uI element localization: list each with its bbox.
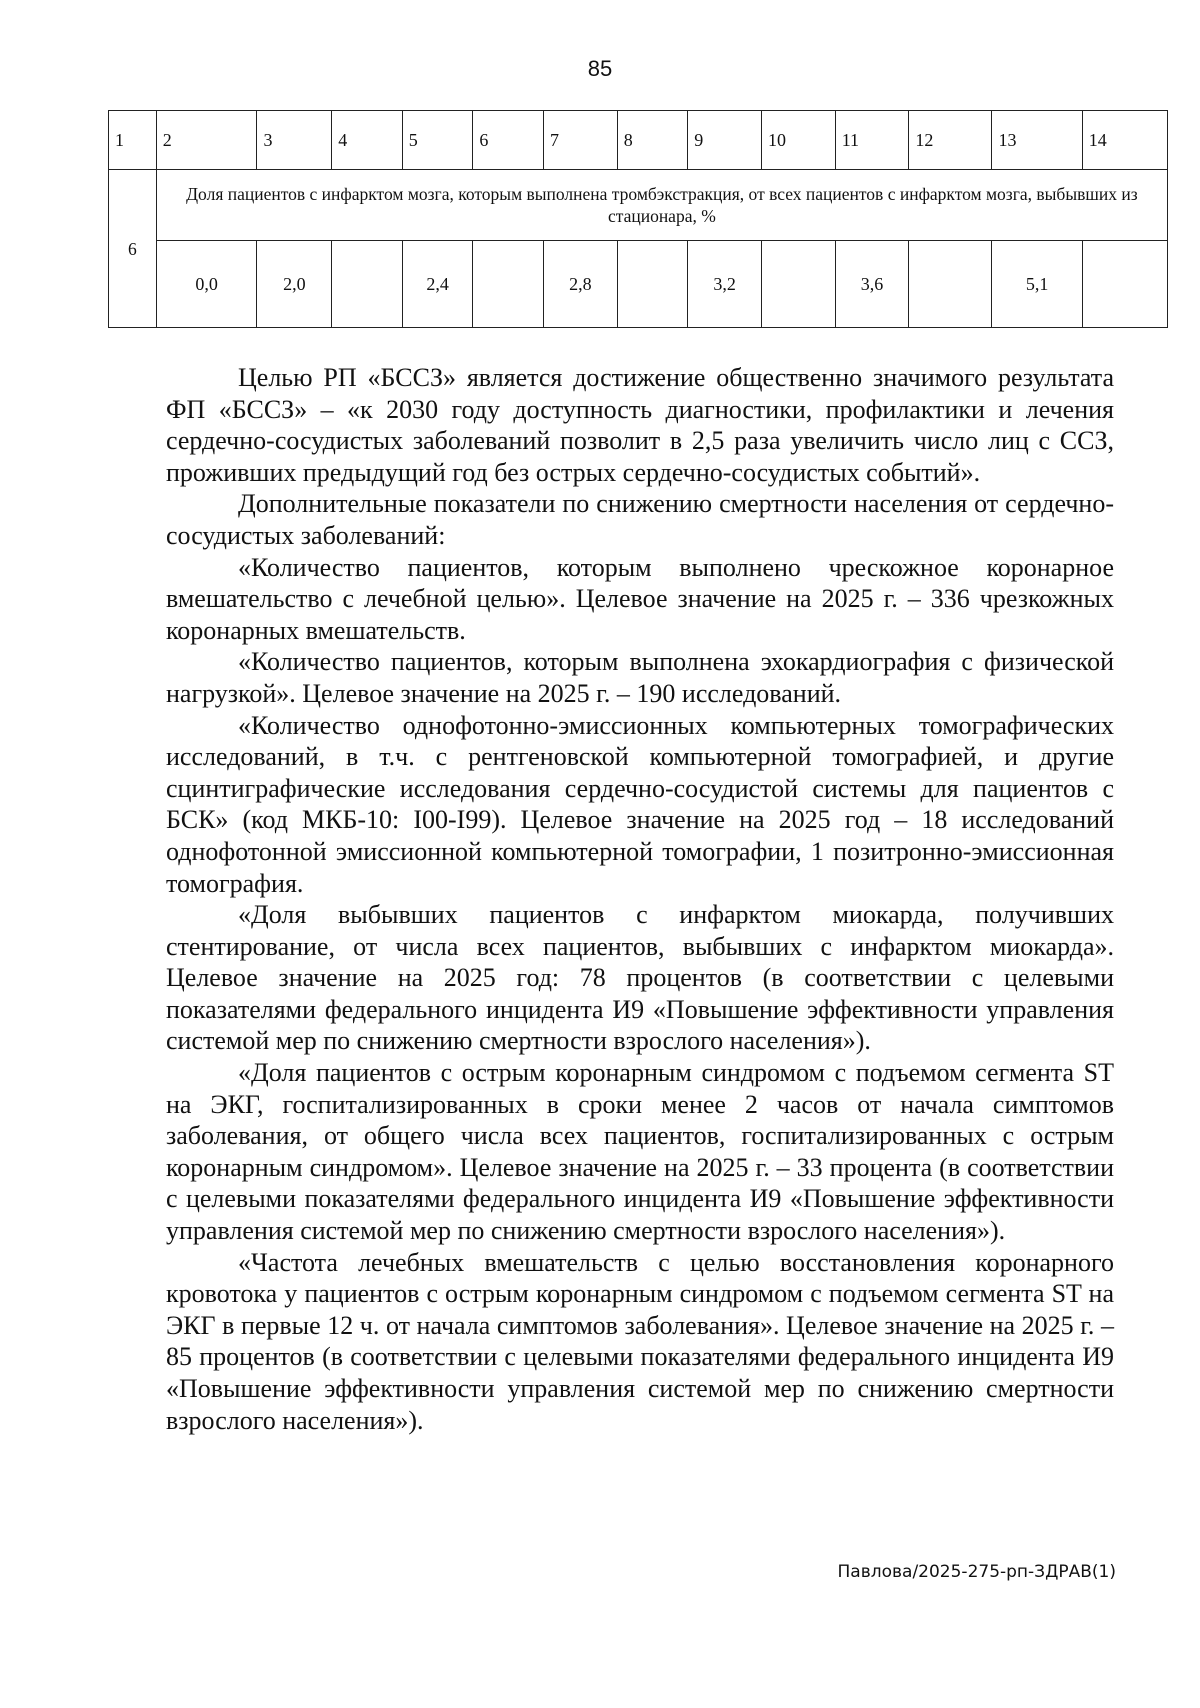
paragraph-spect: «Количество однофотонно-эмиссионных компьютерных томографических исследований, в т.ч. с рентгеновской компьютерной томографией, и другие сцинтиграфические исследования сердечно-сосудистой системы для пациентов с БСК» (код МКБ-10: I00-I99). Целевое значение на 2025 год – 18 исследований однофотонной эмиссионной компьютерной томографии, 1 позитронно-эмиссионная томография.: [166, 710, 1114, 898]
table-header-cell: 5: [402, 111, 473, 170]
table-header-cell: 2: [156, 111, 257, 170]
table-header-row: [109, 111, 1168, 170]
indicator-values-row: [109, 241, 1168, 328]
paragraph-stress-echo: «Количество пациентов, которым выполнена эхокардиография с физической нагрузкой». Целевое значение на 2025 г. – 190 исследований.: [166, 647, 1114, 708]
value-cell: 0,0: [156, 241, 257, 328]
table-header-cell: 7: [543, 111, 617, 170]
value-cell: [1082, 241, 1167, 328]
body-text: [166, 362, 1114, 1436]
indicator-title: Доля пациентов с инфарктом мозга, которым выполнена тромбэкстракция, от всех пациентов с инфарктом мозга, выбывших из стационара, %: [156, 170, 1167, 241]
value-cell: [761, 241, 835, 328]
value-cell: 2,8: [543, 241, 617, 328]
value-cell: [332, 241, 403, 328]
value-cell: 2,4: [402, 241, 473, 328]
page-number: 85: [587, 56, 613, 81]
value-cell: 3,2: [688, 241, 762, 328]
value-cell: 3,6: [835, 241, 909, 328]
value-cell: [473, 241, 544, 328]
paragraph-reperfusion: «Частота лечебных вмешательств с целью восстановления коронарного кровотока у пациентов с острым коронарным синдромом с подъемом сегмента ST на ЭКГ в первые 12 ч. от начала симптомов заболевания». Целевое значение на 2025 г. – 85 процентов (в соответствии с целевыми показателями федерального инцидента И9 «Повышение эффективности управления системой мер по снижению смертности взрослого населения»).: [166, 1247, 1114, 1435]
table-header-cell: 13: [992, 111, 1082, 170]
table-header-cell: 4: [332, 111, 403, 170]
table-header-cell: 9: [688, 111, 762, 170]
document-code: Павлова/2025-275-рп-ЗДРАВ(1): [837, 1562, 1116, 1582]
table-header-cell: 3: [257, 111, 332, 170]
indicator-table: [108, 110, 1168, 328]
table-header-cell: 12: [909, 111, 992, 170]
paragraph-acs-hospitalization: «Доля пациентов с острым коронарным синдромом с подъемом сегмента ST на ЭКГ, госпитализированных в сроки менее 2 часов от начала симптомов заболевания, от общего числа всех пациентов, госпитализированных с острым коронарным синдромом». Целевое значение на 2025 г. – 33 процента (в соответствии с целевыми показателями федерального инцидента И9 «Повышение эффективности управления системой мер по снижению смертности взрослого населения»).: [166, 1058, 1114, 1246]
table-header-cell: 11: [835, 111, 909, 170]
table-header-cell: 14: [1082, 111, 1167, 170]
table-header-cell: 8: [617, 111, 688, 170]
table-header-cell: 6: [473, 111, 544, 170]
row-number: 6: [109, 170, 157, 328]
table-header-cell: 1: [109, 111, 157, 170]
paragraph-pci: «Количество пациентов, которым выполнено чрескожное коронарное вмешательство с лечебной целью». Целевое значение на 2025 г. – 336 чрезкожных коронарных вмешательств.: [166, 552, 1114, 645]
table-header-cell: 10: [761, 111, 835, 170]
paragraph-goal: Целью РП «БССЗ» является достижение общественно значимого результата ФП «БССЗ» – «к 2030 году доступность диагностики, профилактики и лечения сердечно-сосудистых заболеваний позволит в 2,5 раза увеличить число лиц с ССЗ, проживших предыдущий год без острых сердечно-сосудистых событий».: [166, 363, 1114, 487]
paragraph-additional-indicators: Дополнительные показатели по снижению смертности населения от сердечно-сосудистых заболеваний:: [166, 489, 1114, 550]
value-cell: 5,1: [992, 241, 1082, 328]
paragraph-stenting: «Доля выбывших пациентов с инфарктом миокарда, получивших стентирование, от числа всех пациентов, выбывших с инфарктом миокарда». Целевое значение на 2025 год: 78 процентов (в соответствии с целевыми показателями федерального инцидента И9 «Повышение эффективности управления системой мер по снижению смертности взрослого населения»).: [166, 900, 1114, 1056]
value-cell: 2,0: [257, 241, 332, 328]
value-cell: [909, 241, 992, 328]
indicator-title-row: [109, 170, 1168, 241]
value-cell: [617, 241, 688, 328]
